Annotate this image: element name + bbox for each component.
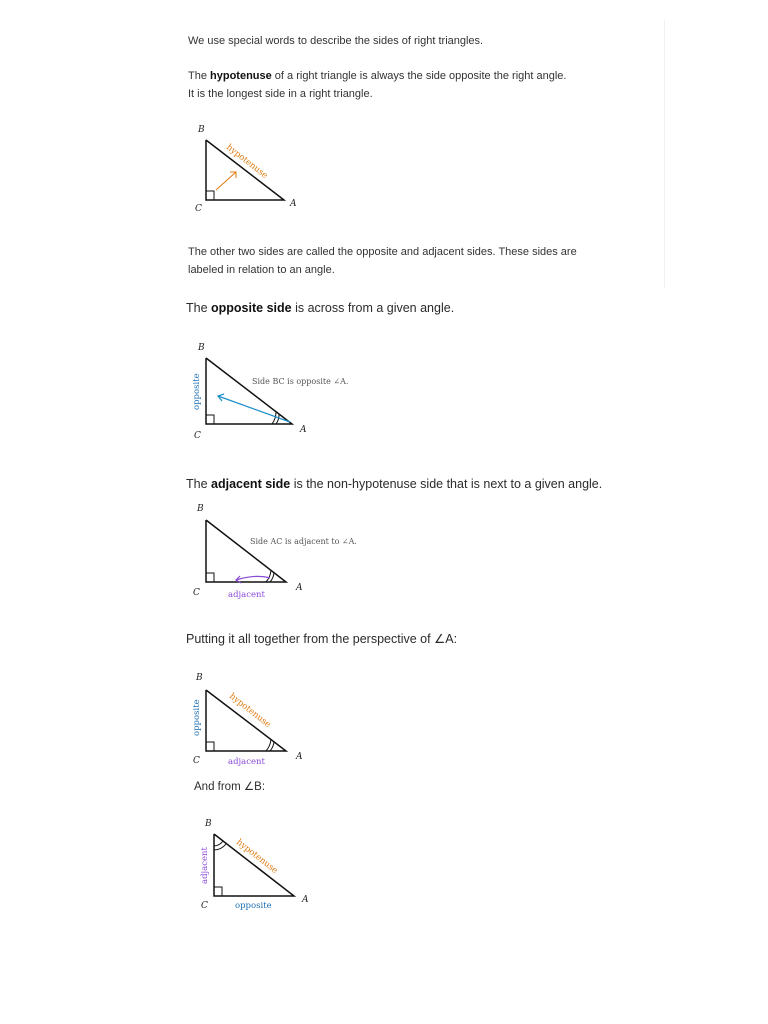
hyp-pre: The	[188, 70, 211, 82]
label-c: C	[193, 756, 200, 766]
together-heading: Putting it all together from the perspective of ∠A:	[186, 632, 458, 646]
label-a: A	[302, 895, 309, 905]
opp-term: opposite side	[211, 301, 292, 315]
other-sides-line1: The other two sides are called the opposite and adjacent sides. These sides are	[188, 246, 577, 258]
label-c: C	[194, 431, 201, 441]
adjacent-label: adjacent	[200, 847, 210, 884]
triangle	[214, 834, 294, 896]
hypotenuse-longest: It is the longest side in a right triangle.	[188, 88, 373, 100]
label-b: B	[196, 673, 203, 683]
hypotenuse-label: hypotenuse	[234, 837, 280, 876]
opposite-note: Side BC is opposite ∠A.	[252, 377, 349, 386]
adj-pre: The	[186, 477, 212, 491]
opp-post: is across from a given angle.	[291, 301, 455, 315]
label-a: A	[296, 752, 303, 762]
angle-mark-b-outer	[214, 844, 226, 850]
adjacent-note: Side AC is adjacent to ∠A.	[250, 537, 357, 546]
label-a: A	[300, 425, 307, 435]
intro-line: We use special words to describe the sides of right triangles.	[188, 35, 484, 47]
opp-pre: The	[186, 301, 212, 315]
label-b: B	[198, 343, 205, 353]
adjacent-label: adjacent	[228, 757, 265, 767]
hyp-post: of a right triangle is always the side opposite the right angle.	[271, 70, 567, 82]
from-b-heading: And from ∠B:	[194, 781, 266, 793]
adj-term: adjacent side	[211, 477, 291, 491]
label-b: B	[205, 819, 212, 829]
opposite-label: opposite	[235, 901, 272, 911]
adjacent-label: adjacent	[228, 590, 265, 600]
label-c: C	[201, 901, 208, 911]
hyp-term: hypotenuse	[210, 70, 272, 82]
hypotenuse-label: hypotenuse	[224, 142, 270, 181]
hypotenuse-label: hypotenuse	[227, 691, 273, 730]
other-sides-line2: labeled in relation to an angle.	[188, 264, 335, 276]
label-b: B	[197, 504, 204, 514]
label-b: B	[198, 125, 205, 135]
opposite-label: opposite	[192, 373, 202, 410]
right-angle-mark	[214, 887, 222, 896]
adj-post: is the non-hypotenuse side that is next to a given angle.	[290, 477, 603, 491]
angle-mark-b	[214, 841, 223, 846]
label-a: A	[290, 199, 297, 209]
label-c: C	[193, 588, 200, 598]
opposite-label: opposite	[192, 699, 202, 736]
label-c: C	[195, 204, 202, 214]
label-a: A	[296, 583, 303, 593]
